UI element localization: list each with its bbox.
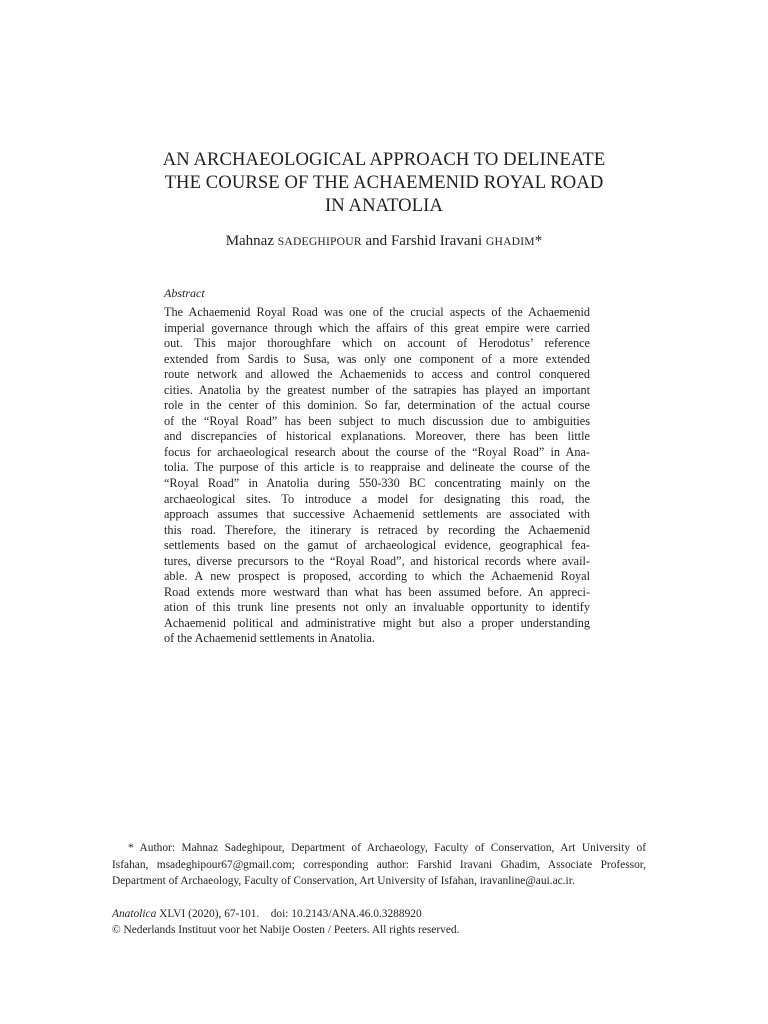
abstract-line: cities. Anatolia by the greatest number of the satrapies has played an important xyxy=(164,382,590,397)
abstract-line: archaeological sites. To introduce a model for designating this road, the xyxy=(164,491,590,506)
footnote-line: * Author: Mahnaz Sadeghipour, Department of Archaeology, Faculty of Conservation, Art University of xyxy=(128,842,646,854)
abstract-heading: Abstract xyxy=(164,286,205,300)
article-title xyxy=(120,148,648,217)
doi: doi: 10.2143/ANA.46.0.3288920 xyxy=(270,908,422,920)
abstract-line: settlements based on the gamut of archaeological evidence, geographical fea- xyxy=(164,538,590,553)
title-line-3: IN ANATOLIA xyxy=(325,195,443,216)
abstract-line: Road extends more westward than what has been assumed before. An appreci- xyxy=(164,584,590,599)
title-line-1: AN ARCHAEOLOGICAL APPROACH TO DELINEATE xyxy=(162,149,606,170)
abstract-line: The Achaemenid Royal Road was one of the crucial aspects of the Achaemenid xyxy=(164,305,590,319)
title-line-2: THE COURSE OF THE ACHAEMENID ROYAL ROAD xyxy=(164,172,604,193)
abstract-line: tolia. The purpose of this article is to reappraise and delineate the course of the xyxy=(164,460,590,475)
abstract-line: “Royal Road” in Anatolia during 550-330 BC concentrating mainly on the xyxy=(164,476,590,491)
abstract-line: approach assumes that successive Achaemenid settlements are associated with xyxy=(164,507,590,522)
author2-last-name: GHADIM xyxy=(485,235,535,248)
abstract-line: focus for archaeological research about the course of the “Royal Road” in Ana- xyxy=(164,444,590,459)
copyright-notice: © Nederlands Instituut voor het Nabije Oosten / Peeters. All rights reserved. xyxy=(112,924,460,936)
journal-name: Anatolica xyxy=(112,908,157,920)
footnote-line: Department of Archaeology, Faculty of Conservation, Art University of Isfahan, iravanline@aui.ac.ir. xyxy=(112,875,575,887)
abstract-line: of the “Royal Road” has been subject to much discussion due to ambiguities xyxy=(164,413,590,428)
author-line xyxy=(100,232,668,251)
citation-block xyxy=(112,906,652,938)
author-footnote-marker: * xyxy=(534,233,543,249)
citation-row xyxy=(112,906,652,922)
abstract-line: this road. Therefore, the itinerary is retraced by recording the Achaemenid xyxy=(164,522,590,537)
author-connector: and xyxy=(365,233,388,249)
author1-first-name: Mahnaz xyxy=(225,233,274,249)
author1-last-name: SADEGHIPOUR xyxy=(277,235,362,248)
abstract-line: and discrepancies of historical explanations. Moreover, there has been little xyxy=(164,429,590,444)
author-footnote xyxy=(112,840,646,890)
abstract-line: role in the center of this dominion. So far, determination of the actual course xyxy=(164,398,590,413)
author2-first-name: Farshid Iravani xyxy=(390,233,483,249)
abstract-line: tures, diverse precursors to the “Royal Road”, and historical records where avail- xyxy=(164,553,590,568)
abstract-line: ation of this trunk line presents not only an invaluable opportunity to identify xyxy=(164,600,590,615)
abstract-body xyxy=(164,305,590,647)
volume-pages: XLVI (2020), 67-101. xyxy=(159,908,260,920)
footnote-line: Isfahan, msadeghipour67@gmail.com; corresponding author: Farshid Iravani Ghadim, Associate Professor, xyxy=(112,858,646,871)
abstract-line: extended from Sardis to Susa, was only one component of a more extended xyxy=(164,351,590,366)
abstract-line: of the Achaemenid settlements in Anatolia. xyxy=(164,631,375,646)
abstract-line: able. A new prospect is proposed, according to which the Achaemenid Royal xyxy=(164,569,590,584)
abstract-line: imperial governance through which the affairs of this great empire were carried xyxy=(164,320,590,335)
abstract-line: out. This major thoroughfare which on account of Herodotus’ reference xyxy=(164,336,590,351)
abstract-line: Achaemenid political and administrative might but also a proper understanding xyxy=(164,615,590,630)
abstract-line: route network and allowed the Achaemenids to access and control conquered xyxy=(164,367,590,382)
